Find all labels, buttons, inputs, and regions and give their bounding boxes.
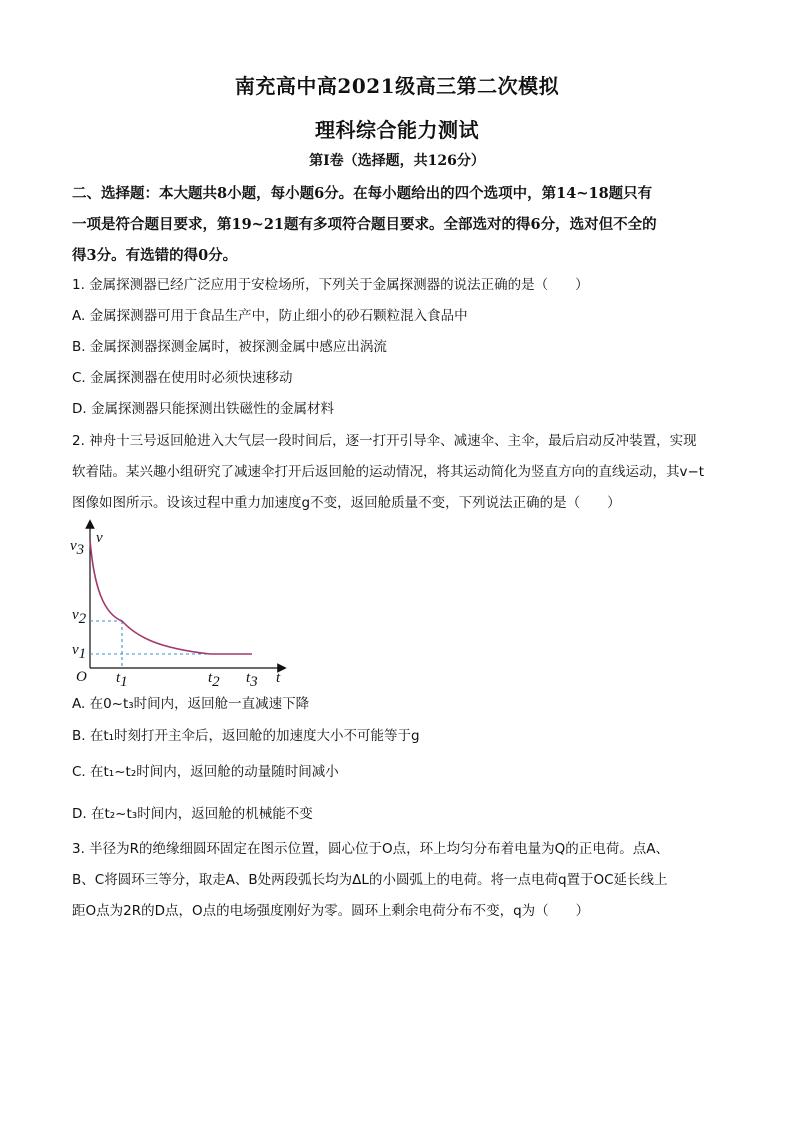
question-1-option-a: A. 金属探测器可用于食品生产中，防止细小的砂石颗粒混入食品中	[72, 308, 468, 324]
question-1-option-c: C. 金属探测器在使用时必须快速移动	[72, 370, 293, 386]
question-3-stem-line: 3. 半径为R的绝缘细圆环固定在图示位置，圆心位于O点，环上均匀分布着电量为Q的正电荷。点A、	[72, 841, 670, 857]
question-3-stem-line: 距O点为2R的D点，O点的电场强度刚好为零。圆环上剩余电荷分布不变，q为（ ）	[72, 903, 590, 919]
y-tick-v1: v1	[72, 642, 87, 662]
question-2-option-d: D. 在t₂~t₃时间内，返回舱的机械能不变	[72, 806, 313, 822]
exam-title: 南充高中高2021级高三第二次模拟	[234, 74, 560, 98]
velocity-curve	[90, 540, 252, 654]
question-2-stem-line: 图像如图所示。设该过程中重力加速度g不变，返回舱质量不变，下列说法正确的是（ ）	[72, 495, 621, 511]
exam-subtitle: 理科综合能力测试	[315, 118, 479, 142]
x-tick-t2: t2	[208, 670, 220, 688]
instruction-line: 得3分。有选错的得0分。	[72, 247, 238, 264]
x-axis-label: t	[276, 670, 281, 686]
instruction-line: 一项是符合题目要求，第19~21题有多项符合题目要求。全部选对的得6分，选对但不全的	[72, 216, 657, 233]
question-1-option-d: D. 金属探测器只能探测出铁磁性的金属材料	[72, 401, 334, 417]
question-1-stem: 1. 金属探测器已经广泛应用于安检场所，下列关于金属探测器的说法正确的是（ ）	[72, 277, 589, 293]
y-tick-v2: v2	[72, 607, 87, 627]
origin-label: O	[76, 669, 87, 685]
question-1	[72, 270, 732, 425]
volume-heading: 第Ⅰ卷（选择题，共126分）	[309, 153, 485, 169]
x-tick-t1: t1	[116, 670, 128, 688]
question-3-stem-line: B、C将圆环三等分，取走A、B处两段弧长均为ΔL的小圆弧上的电荷。将一点电荷q置于OC延长线上	[72, 872, 668, 888]
question-2-stem-line: 2. 神舟十三号返回舱进入大气层一段时间后，逐一打开引导伞、减速伞、主伞，最后启动反冲装置，实现	[72, 433, 697, 449]
question-2	[72, 426, 732, 519]
question-3	[72, 834, 732, 927]
question-2-option-c: C. 在t₁~t₂时间内，返回舱的动量随时间减小	[72, 764, 339, 780]
question-2-stem-line: 软着陆。某兴趣小组研究了减速伞打开后返回舱的运动情况，将其运动简化为竖直方向的直线运动，其v−t	[72, 464, 705, 480]
x-tick-t3: t3	[246, 670, 258, 688]
instruction-line: 二、选择题：本大题共8小题，每小题6分。在每小题给出的四个选项中，第14~18题只有	[72, 185, 653, 202]
question-1-option-b: B. 金属探测器探测金属时，被探测金属中感应出涡流	[72, 339, 387, 355]
question-2-option-b: B. 在t₁时刻打开主伞后，返回舱的加速度大小不可能等于g	[72, 728, 420, 744]
question-2-option-a: A. 在0~t₃时间内，返回舱一直减速下降	[72, 696, 310, 712]
y-axis-label: v	[96, 530, 103, 546]
y-tick-v3: v3	[70, 538, 85, 558]
vt-graph	[60, 518, 300, 688]
instructions	[72, 178, 732, 271]
